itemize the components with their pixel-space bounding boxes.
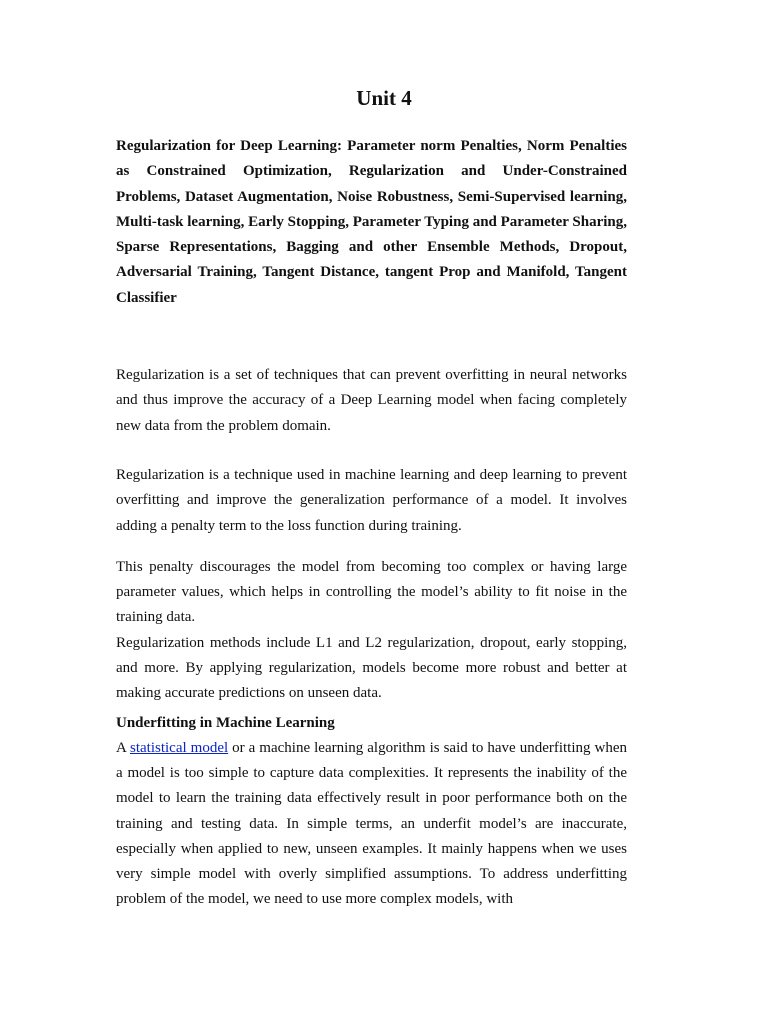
document-body (116, 134, 627, 913)
paragraph-regularization-methods: Regularization methods include L1 and L2 regularization, dropout, early stopping, and more. By applying regularization, models become more robust and better at making accurate predictions on unseen data. (116, 634, 627, 702)
paragraph-underfitting-prefix: A (116, 739, 131, 756)
paragraph-penalty: This penalty discourages the model from becoming too complex or having large parameter values, which helps in controlling the model’s ability to fit noise in the training data. (116, 558, 627, 626)
paragraph-underfitting-rest: or a machine learning algorithm is said to have underfitting when a model is too simple to capture data complexities. It represents the inability of the model to learn the training data effectively result in poor performance both on the training and testing data. In simple terms, an underfit model’s are inaccurate, especially when applied to new, unseen examples. It mainly happens when we uses very simple model with overly simplified assumptions. To address underfitting problem of the model, we need to use more complex models, with (116, 739, 628, 908)
statistical-model-link[interactable]: statistical model (130, 739, 229, 756)
page-title: Unit 4 (356, 86, 412, 110)
paragraph-underfitting (116, 736, 627, 913)
paragraph-regularization-definition: Regularization is a set of techniques that can prevent overfitting in neural networks and thus improve the accuracy of a Deep Learning model when facing completely new data from the problem domain. (116, 367, 627, 434)
paragraph-regularization-technique: Regularization is a technique used in machine learning and deep learning to prevent overfitting and improve the generalization performance of a model. It involves adding a penalty term to the loss function during training. (116, 466, 627, 534)
heading-underfitting: Underfitting in Machine Learning (116, 714, 335, 731)
unit-topics: Regularization for Deep Learning: Parameter norm Penalties, Norm Penalties as Constrained Optimization, Regularization and Under-Constrained Problems, Dataset Augmentation, Noise Robustness, Semi-Supervised learning, Multi-task learning, Early Stopping, Parameter Typing and Parameter Sharing, Sparse Representations, Bagging and other Ensemble Methods, Dropout, Adversarial Training, Tangent Distance, tangent Prop and Manifold, Tangent Classifier (116, 138, 627, 306)
